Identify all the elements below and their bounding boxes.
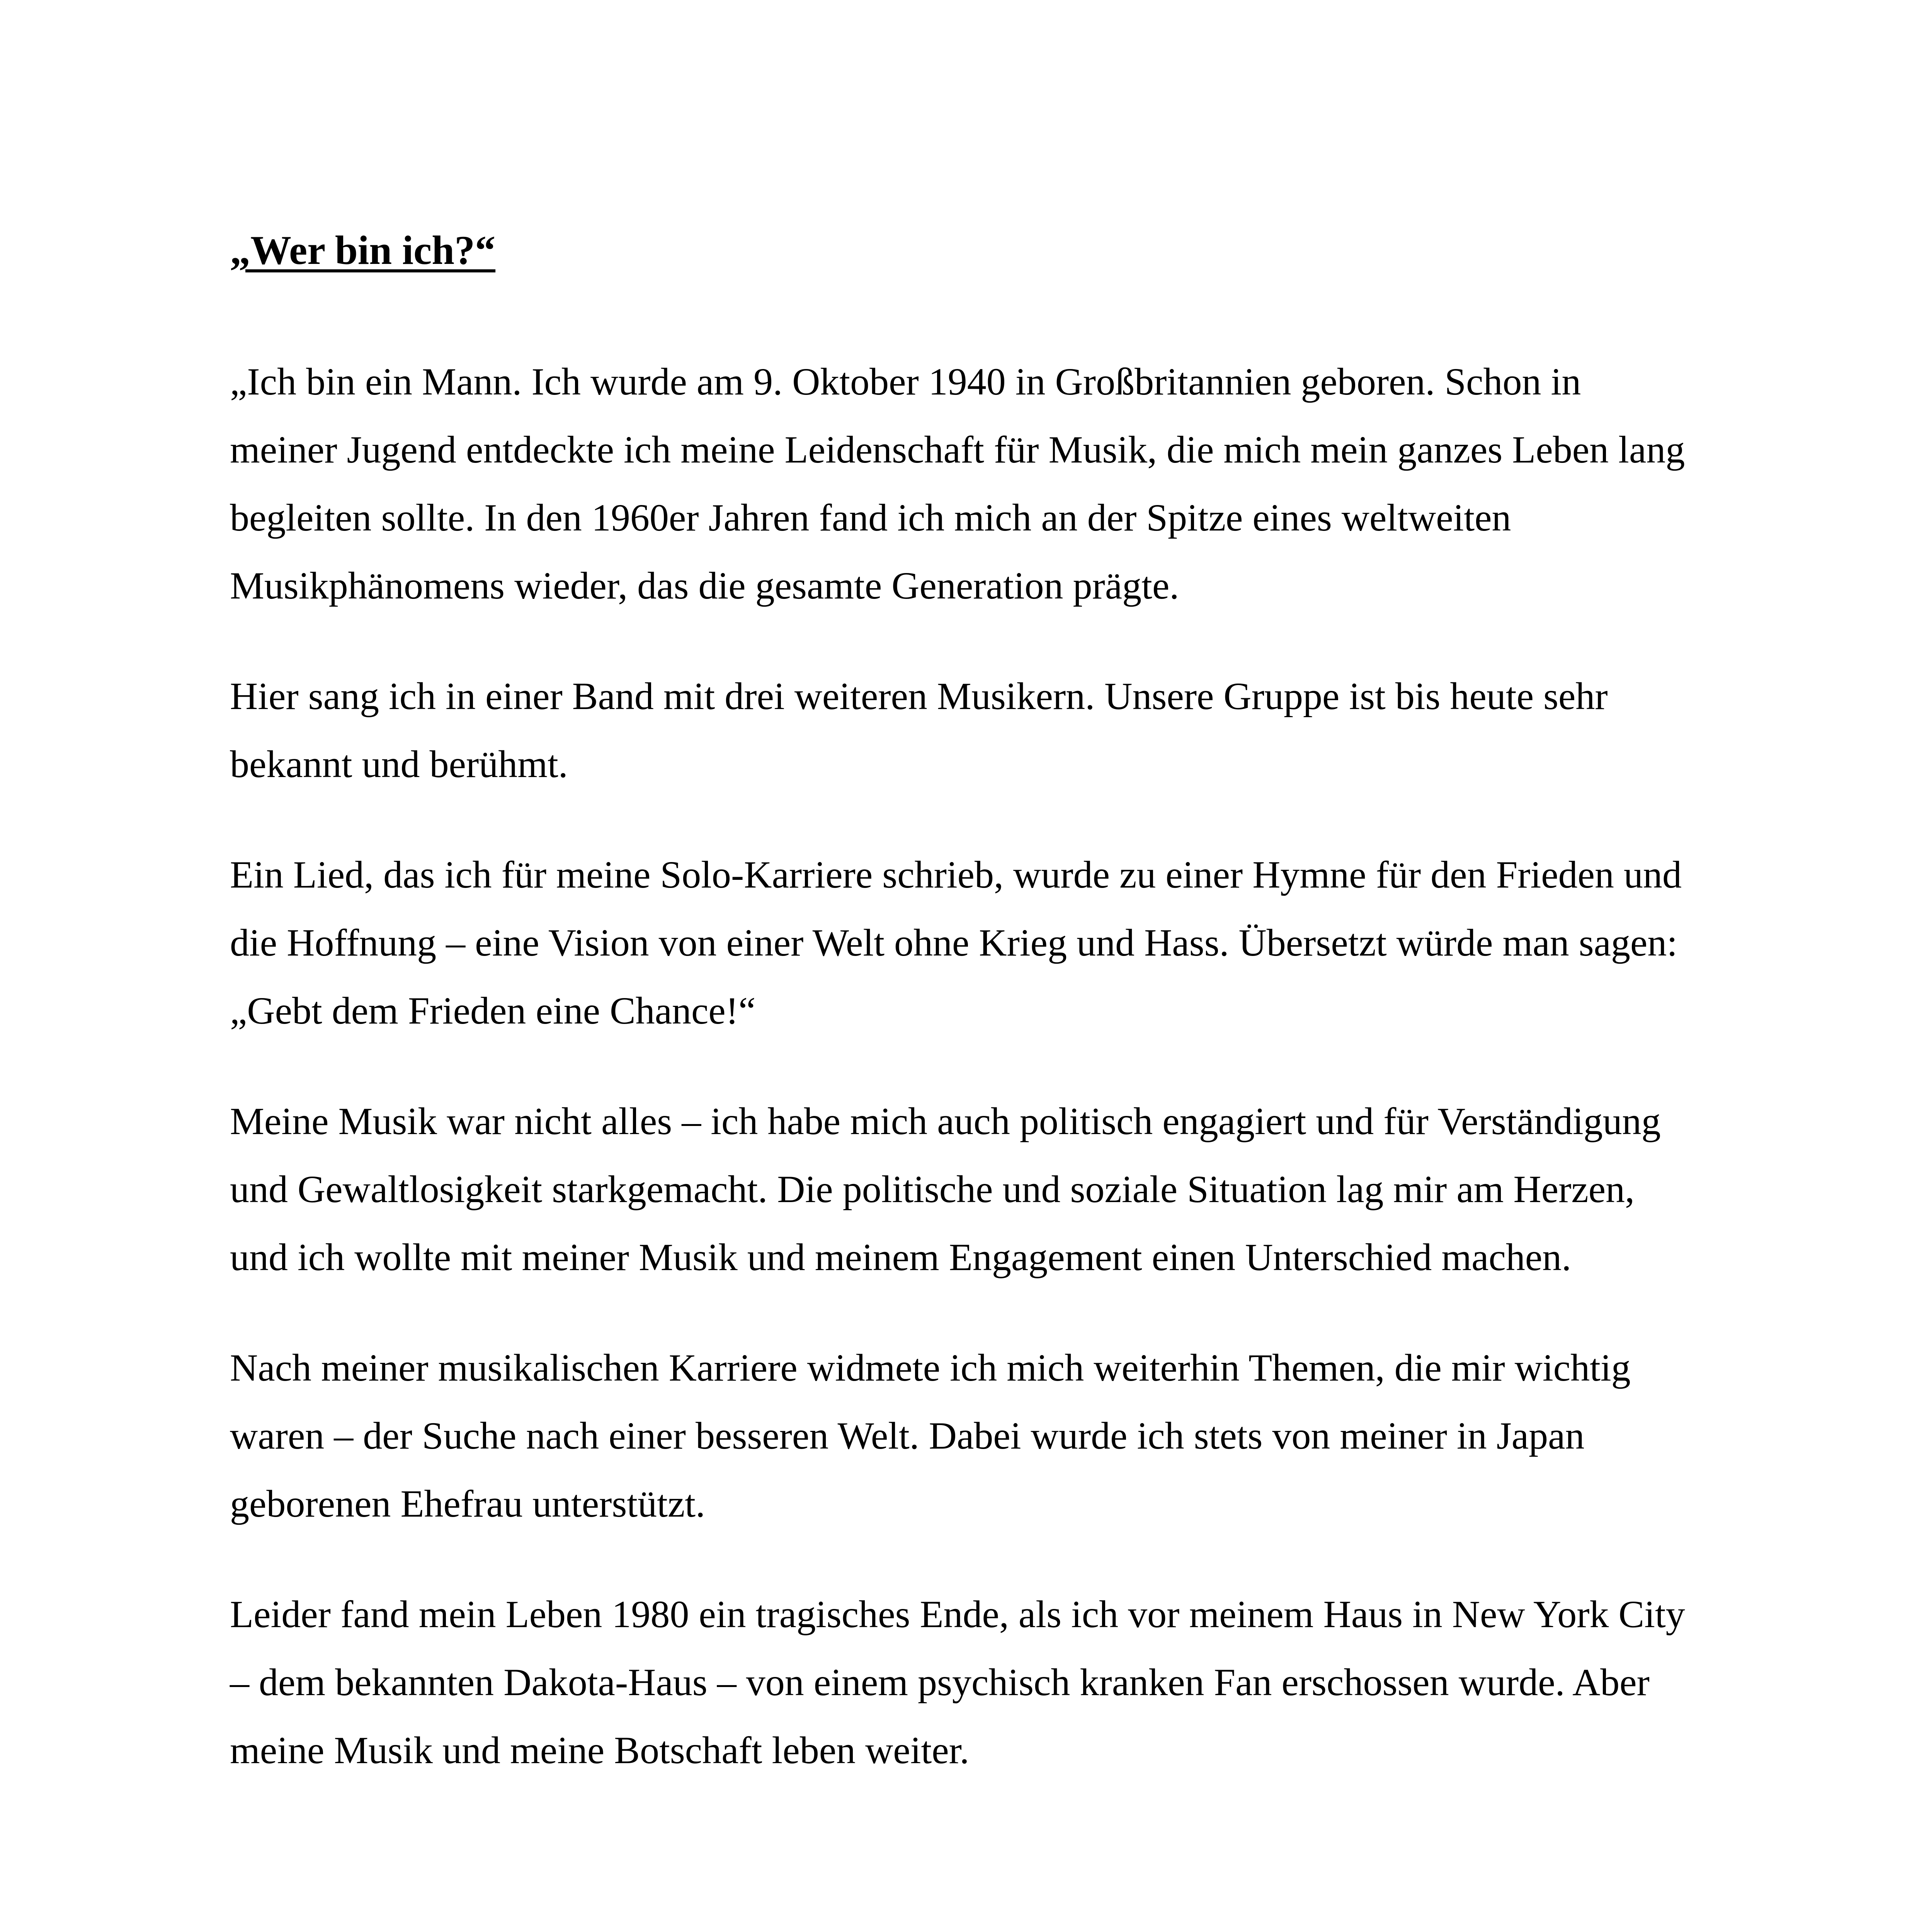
text-line: bekannt und berühmt.: [230, 743, 568, 786]
riddle-text: [230, 348, 1710, 1827]
text-line: „Ich bin ein Mann. Ich wurde am 9. Oktober 1940 in Großbritannien geboren. Schon in: [230, 360, 1581, 403]
text-line: Nach meiner musikalischen Karriere widmete ich mich weiterhin Themen, die mir wichtig: [230, 1346, 1631, 1389]
text-line: Ein Lied, das ich für meine Solo-Karriere schrieb, wurde zu einer Hymne für den Frieden und: [230, 853, 1682, 896]
paragraph-3: [230, 841, 1710, 1045]
paragraph-2: [230, 662, 1710, 798]
paragraph-4: [230, 1087, 1710, 1291]
text-line: Hier sang ich in einer Band mit drei weiteren Musikern. Unsere Gruppe ist bis heute sehr: [230, 675, 1608, 718]
text-line: „Gebt dem Frieden eine Chance!“: [230, 989, 756, 1032]
text-line: Meine Musik war nicht alles – ich habe mich auch politisch engagiert und für Verständigung: [230, 1100, 1661, 1143]
text-line: und Gewaltlosigkeit starkgemacht. Die politische und soziale Situation lag mir am Herzen,: [230, 1168, 1635, 1211]
text-line: meiner Jugend entdeckte ich meine Leidenschaft für Musik, die mich mein ganzes Leben lang: [230, 428, 1685, 471]
text-line: geborenen Ehefrau unterstützt.: [230, 1482, 706, 1525]
paragraph-5: [230, 1334, 1710, 1538]
text-line: Musikphänomens wieder, das die gesamte Generation prägte.: [230, 564, 1179, 607]
text-line: die Hoffnung – eine Vision von einer Welt ohne Krieg und Hass. Übersetzt würde man sagen:: [230, 921, 1678, 964]
page-title: „Wer bin ich?“: [230, 228, 496, 273]
text-line: und ich wollte mit meiner Musik und meinem Engagement einen Unterschied machen.: [230, 1236, 1572, 1279]
paragraph-1: [230, 348, 1710, 620]
text-line: meine Musik und meine Botschaft leben weiter.: [230, 1729, 970, 1772]
text-line: waren – der Suche nach einer besseren Welt. Dabei wurde ich stets von meiner in Japan: [230, 1414, 1585, 1457]
text-line: begleiten sollte. In den 1960er Jahren fand ich mich an der Spitze eines weltweiten: [230, 496, 1511, 539]
text-line: – dem bekannten Dakota-Haus – von einem psychisch kranken Fan erschossen wurde. Aber: [230, 1661, 1650, 1704]
paragraph-6: [230, 1580, 1710, 1784]
text-line: Leider fand mein Leben 1980 ein tragisches Ende, als ich vor meinem Haus in New York City: [230, 1593, 1685, 1636]
